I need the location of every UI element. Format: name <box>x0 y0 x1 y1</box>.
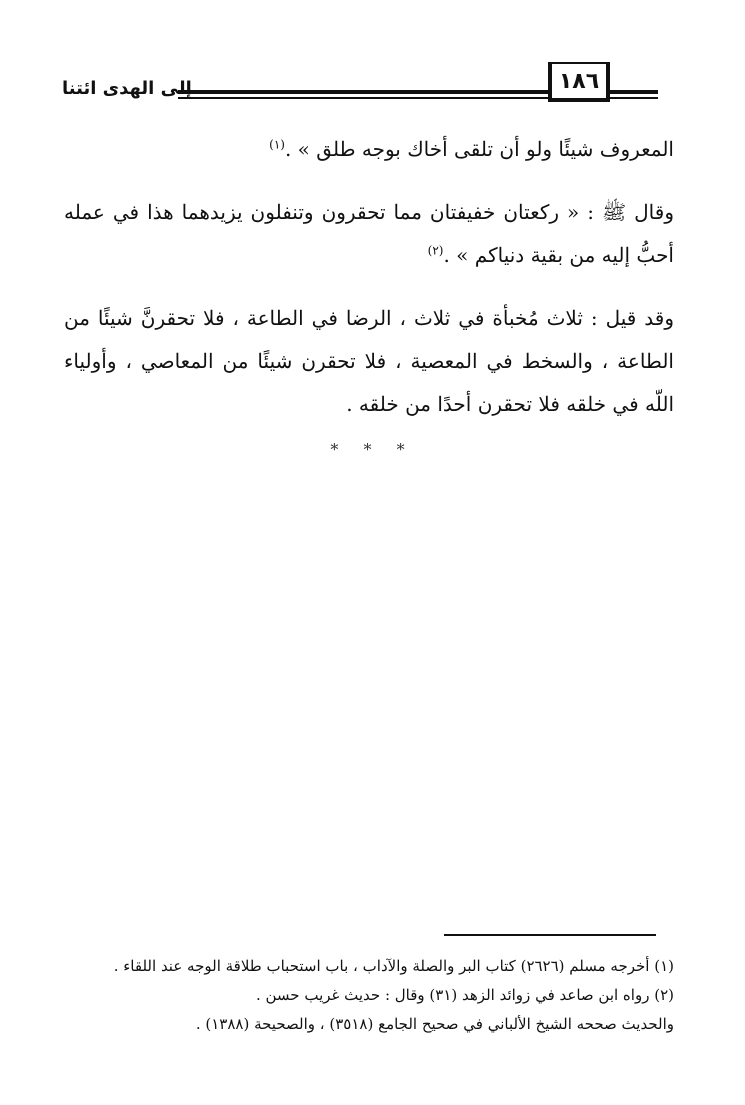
footnote: (١) أخرجه مسلم (٢٦٢٦) كتاب البر والصلة والآداب ، باب استحباب طلاقة الوجه عند اللقاء . <box>113 957 674 975</box>
main-text <box>64 128 674 446</box>
footnote-divider <box>444 934 656 936</box>
page-number: ١٨٦ <box>548 62 610 102</box>
footnote-ref: (٢) <box>427 243 444 258</box>
header-rule-right <box>610 90 658 94</box>
footnote: والحديث صححه الشيخ الألباني في صحيح الجامع (٣٥١٨) ، والصحيحة (١٣٨٨) . <box>195 1015 674 1033</box>
footnote: (٢) رواه ابن صاعد في زوائد الزهد (٣١) وقال : حديث غريب حسن . <box>255 986 674 1004</box>
header-rule <box>178 90 578 94</box>
paragraph-text: وقال ﷺ : « ركعتان خفيفتان مما تحقرون وتنفلون يزيدهما هذا في عمله أحبُّ إليه من بقية دنياكم » . <box>64 200 674 267</box>
paragraph-text: وقد قيل : ثلاث مُخبأة في ثلاث ، الرضا في الطاعة ، فلا تحقرنَّ شيئًا من الطاعة ، والسخط في المعصية ، فلا تحقرن شيئًا من المعاصي ، وأولياء اللّه في خلقه فلا تحقرن أحدًا من خلقه . <box>64 306 674 416</box>
page-header <box>62 62 658 112</box>
section-separator: * * * <box>330 440 415 459</box>
footnotes <box>74 952 674 1039</box>
paragraph <box>64 191 674 277</box>
paragraph <box>64 297 674 426</box>
book-title: إلى الهدى ائتنا <box>62 78 192 99</box>
footnote-ref: (١) <box>269 137 285 152</box>
paragraph <box>64 128 674 171</box>
paragraph-text: المعروف شيئًا ولو أن تلقى أخاك بوجه طلق » . <box>284 137 674 161</box>
